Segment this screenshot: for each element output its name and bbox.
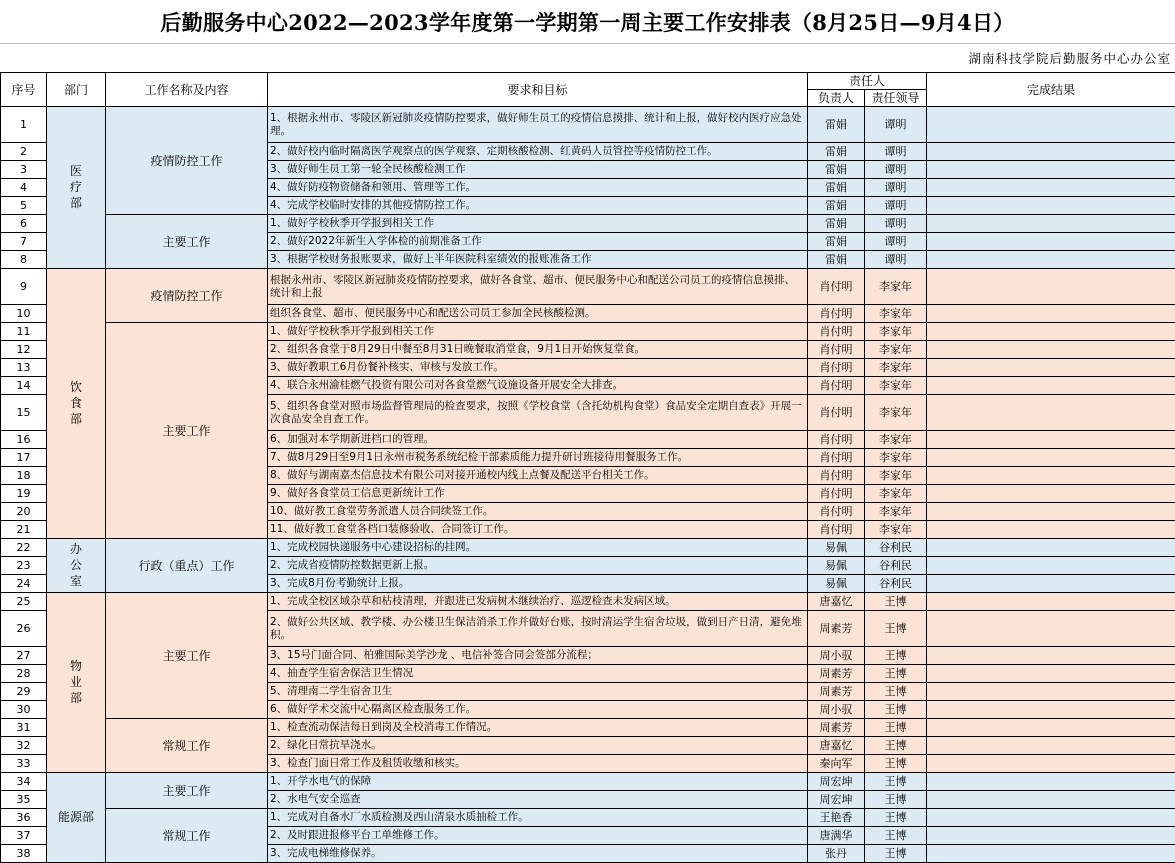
table-body: [1, 107, 1175, 863]
result-cell: [927, 755, 1175, 773]
person-in-charge-cell: 肖付明: [808, 521, 865, 539]
leader-cell: 谭明: [865, 233, 927, 251]
person-in-charge-cell: 周小驭: [808, 701, 865, 719]
row-number: 36: [1, 809, 47, 827]
requirement-cell: 1、检查流动保洁每日到岗及全校消毒工作情况。: [268, 719, 808, 737]
person-in-charge-cell: 周素芳: [808, 683, 865, 701]
result-cell: [927, 593, 1175, 611]
department-name: 饮食部: [69, 379, 83, 427]
table-row: [1, 593, 1175, 611]
person-in-charge-cell: 易佩: [808, 557, 865, 575]
task-name-cell: 主要工作: [106, 215, 268, 269]
person-in-charge-cell: 雷娟: [808, 233, 865, 251]
department-cell: [47, 773, 106, 863]
leader-cell: 王博: [865, 791, 927, 809]
leader-cell: 王博: [865, 845, 927, 863]
leader-cell: 王博: [865, 809, 927, 827]
person-in-charge-cell: 肖付明: [808, 395, 865, 431]
row-number: 21: [1, 521, 47, 539]
header-result: 完成结果: [927, 73, 1175, 107]
person-in-charge-cell: 雷娟: [808, 197, 865, 215]
result-cell: [927, 377, 1175, 395]
leader-cell: 王博: [865, 701, 927, 719]
person-in-charge-cell: 周宏坤: [808, 791, 865, 809]
row-number: 11: [1, 323, 47, 341]
result-cell: [927, 719, 1175, 737]
schedule-table: [0, 72, 1175, 863]
row-number: 16: [1, 431, 47, 449]
department-name: 物业部: [69, 658, 83, 706]
row-number: 33: [1, 755, 47, 773]
leader-cell: 王博: [865, 683, 927, 701]
table-row: [1, 719, 1175, 737]
leader-cell: 王博: [865, 719, 927, 737]
row-number: 9: [1, 269, 47, 305]
result-cell: [927, 161, 1175, 179]
row-number: 26: [1, 611, 47, 647]
department-cell: [47, 269, 106, 539]
person-in-charge-cell: 唐嘉忆: [808, 737, 865, 755]
department-cell: [47, 107, 106, 269]
result-cell: [927, 737, 1175, 755]
requirement-cell: 6、做好学术交流中心隔离区检查服务工作。: [268, 701, 808, 719]
header-no: 序号: [1, 73, 47, 107]
leader-cell: 李家年: [865, 503, 927, 521]
row-number: 38: [1, 845, 47, 863]
person-in-charge-cell: 王艳香: [808, 809, 865, 827]
person-in-charge-cell: 雷娟: [808, 107, 865, 143]
header-task: 工作名称及内容: [106, 73, 268, 107]
requirement-cell: 3、15号门面合同、柏雅国际美学沙龙 、电信补签合同会签部分流程；: [268, 647, 808, 665]
department-name: 办公室: [69, 541, 83, 589]
leader-cell: 李家年: [865, 467, 927, 485]
person-in-charge-cell: 易佩: [808, 575, 865, 593]
person-in-charge-cell: 周小驭: [808, 647, 865, 665]
table-row: [1, 539, 1175, 557]
row-number: 32: [1, 737, 47, 755]
row-number: 28: [1, 665, 47, 683]
person-in-charge-cell: 肖付明: [808, 323, 865, 341]
result-cell: [927, 179, 1175, 197]
requirement-cell: 组织各食堂、超市、便民服务中心和配送公司员工参加全民核酸检测。: [268, 305, 808, 323]
person-in-charge-cell: 肖付明: [808, 431, 865, 449]
row-number: 19: [1, 485, 47, 503]
result-cell: [927, 701, 1175, 719]
row-number: 5: [1, 197, 47, 215]
result-cell: [927, 107, 1175, 143]
requirement-cell: 4、做好防疫物资储备和领用、管理等工作。: [268, 179, 808, 197]
result-cell: [927, 323, 1175, 341]
requirement-cell: 6、加强对本学期新进档口的管理。: [268, 431, 808, 449]
requirement-cell: 2、做好校内临时隔离医学观察点的医学观察、定期核酸检测、红黄码人员管控等疫情防控工作。: [268, 143, 808, 161]
header-requirement: 要求和目标: [268, 73, 808, 107]
person-in-charge-cell: 周素芳: [808, 611, 865, 647]
person-in-charge-cell: 雷娟: [808, 179, 865, 197]
result-cell: [927, 773, 1175, 791]
requirement-cell: 3、完成8月份考勤统计上报。: [268, 575, 808, 593]
result-cell: [927, 683, 1175, 701]
result-cell: [927, 467, 1175, 485]
requirement-cell: 11、做好教工食堂各档口装修验收、合同签订工作。: [268, 521, 808, 539]
result-cell: [927, 647, 1175, 665]
result-cell: [927, 539, 1175, 557]
requirement-cell: 1、根据永州市、零陵区新冠肺炎疫情防控要求，做好师生员工的疫情信息摸排、统计和上报，做好校内医疗应急处理。: [268, 107, 808, 143]
result-cell: [927, 251, 1175, 269]
sheet-title: 后勤服务中心2022—2023学年度第一学期第一周主要工作安排表（8月25日—9月4日）: [0, 0, 1175, 44]
result-cell: [927, 143, 1175, 161]
result-cell: [927, 215, 1175, 233]
row-number: 31: [1, 719, 47, 737]
table-row: [1, 215, 1175, 233]
person-in-charge-cell: 肖付明: [808, 449, 865, 467]
table-row: [1, 107, 1175, 143]
requirement-cell: 4、抽查学生宿舍保洁卫生情况: [268, 665, 808, 683]
person-in-charge-cell: 唐嘉忆: [808, 593, 865, 611]
requirement-cell: 3、做好师生员工第一轮全民核酸检测工作: [268, 161, 808, 179]
task-name-cell: 行政（重点）工作: [106, 539, 268, 593]
requirement-cell: 2、组织各食堂于8月29日中餐至8月31日晚餐取消堂食，9月1日开始恢复堂食。: [268, 341, 808, 359]
requirement-cell: 3、检查门面日常工作及租赁收缴和核实。: [268, 755, 808, 773]
requirement-cell: 5、组织各食堂对照市场监督管理局的检查要求，按照《学校食堂（含托幼机构食堂）食品安全定期自查表》开展一次食品安全自查工作。: [268, 395, 808, 431]
result-cell: [927, 233, 1175, 251]
requirement-cell: 2、完成省疫情防控数据更新上报。: [268, 557, 808, 575]
task-name-cell: 疫情防控工作: [106, 107, 268, 215]
header-dept: 部门: [47, 73, 106, 107]
leader-cell: 李家年: [865, 359, 927, 377]
leader-cell: 谷利民: [865, 557, 927, 575]
leader-cell: 李家年: [865, 269, 927, 305]
department-name: 能源部: [58, 809, 94, 825]
header-person: 负责人: [808, 90, 865, 107]
requirement-cell: 3、根据学校财务报账要求，做好上半年医院科室绩效的报账准备工作: [268, 251, 808, 269]
task-name-cell: 主要工作: [106, 593, 268, 719]
requirement-cell: 4、联合永州渝桂燃气投资有限公司对各食堂燃气设施设备开展安全大排查。: [268, 377, 808, 395]
requirement-cell: 2、做好公共区域、教学楼、办公楼卫生保洁消杀工作并做好台账，按时清运学生宿舍垃圾，做到日产日清，避免堆积。: [268, 611, 808, 647]
result-cell: [927, 809, 1175, 827]
leader-cell: 李家年: [865, 323, 927, 341]
sheet-subtitle: 湖南科技学院后勤服务中心办公室: [0, 44, 1171, 72]
requirement-cell: 5、清理南二学生宿舍卫生: [268, 683, 808, 701]
result-cell: [927, 269, 1175, 305]
requirement-cell: 10、做好教工食堂劳务派遣人员合同续签工作。: [268, 503, 808, 521]
result-cell: [927, 665, 1175, 683]
requirement-cell: 1、做好学校秋季开学报到相关工作: [268, 215, 808, 233]
result-cell: [927, 485, 1175, 503]
leader-cell: 王博: [865, 665, 927, 683]
person-in-charge-cell: 雷娟: [808, 215, 865, 233]
row-number: 27: [1, 647, 47, 665]
result-cell: [927, 521, 1175, 539]
result-cell: [927, 791, 1175, 809]
result-cell: [927, 341, 1175, 359]
task-name-cell: 疫情防控工作: [106, 269, 268, 323]
leader-cell: 谷利民: [865, 575, 927, 593]
row-number: 17: [1, 449, 47, 467]
row-number: 3: [1, 161, 47, 179]
requirement-cell: 1、完成全校区域杂草和枯枝清理，并跟进已发病树木继续治疗、巡逻检查未发病区域。: [268, 593, 808, 611]
row-number: 37: [1, 827, 47, 845]
requirement-cell: 1、完成对自备水厂水质检测及西山清泉水质抽检工作。: [268, 809, 808, 827]
department-cell: [47, 593, 106, 773]
row-number: 1: [1, 107, 47, 143]
leader-cell: 谭明: [865, 197, 927, 215]
requirement-cell: 7、做8月29日至9月1日永州市税务系统纪检干部素质能力提升研讨班接待用餐服务工作。: [268, 449, 808, 467]
row-number: 6: [1, 215, 47, 233]
table-row: [1, 269, 1175, 305]
row-number: 14: [1, 377, 47, 395]
person-in-charge-cell: 雷娟: [808, 251, 865, 269]
leader-cell: 李家年: [865, 431, 927, 449]
person-in-charge-cell: 肖付明: [808, 467, 865, 485]
leader-cell: 李家年: [865, 395, 927, 431]
requirement-cell: 9、做好各食堂员工信息更新统计工作: [268, 485, 808, 503]
row-number: 15: [1, 395, 47, 431]
leader-cell: 李家年: [865, 305, 927, 323]
result-cell: [927, 449, 1175, 467]
leader-cell: 谭明: [865, 179, 927, 197]
requirement-cell: 8、做好与湖南嘉杰信息技术有限公司对接开通校内线上点餐及配送平台相关工作。: [268, 467, 808, 485]
result-cell: [927, 557, 1175, 575]
row-number: 22: [1, 539, 47, 557]
row-number: 24: [1, 575, 47, 593]
requirement-cell: 2、绿化日常抗旱浇水。: [268, 737, 808, 755]
person-in-charge-cell: 周宏坤: [808, 773, 865, 791]
row-number: 34: [1, 773, 47, 791]
leader-cell: 王博: [865, 593, 927, 611]
header-responsible: 责任人: [808, 73, 927, 90]
person-in-charge-cell: 肖付明: [808, 503, 865, 521]
leader-cell: 李家年: [865, 485, 927, 503]
row-number: 20: [1, 503, 47, 521]
person-in-charge-cell: 肖付明: [808, 485, 865, 503]
requirement-cell: 2、做好2022年新生入学体检的前期准备工作: [268, 233, 808, 251]
result-cell: [927, 575, 1175, 593]
requirement-cell: 4、完成学校临时安排的其他疫情防控工作。: [268, 197, 808, 215]
leader-cell: 谭明: [865, 161, 927, 179]
row-number: 10: [1, 305, 47, 323]
leader-cell: 王博: [865, 647, 927, 665]
leader-cell: 李家年: [865, 377, 927, 395]
person-in-charge-cell: 张丹: [808, 845, 865, 863]
result-cell: [927, 395, 1175, 431]
person-in-charge-cell: 雷娟: [808, 143, 865, 161]
table-row: [1, 773, 1175, 791]
leader-cell: 王博: [865, 773, 927, 791]
row-number: 35: [1, 791, 47, 809]
task-name-cell: 常规工作: [106, 719, 268, 773]
row-number: 25: [1, 593, 47, 611]
row-number: 23: [1, 557, 47, 575]
row-number: 7: [1, 233, 47, 251]
row-number: 13: [1, 359, 47, 377]
person-in-charge-cell: 肖付明: [808, 269, 865, 305]
requirement-cell: 1、做好学校秋季开学报到相关工作: [268, 323, 808, 341]
person-in-charge-cell: 雷娟: [808, 161, 865, 179]
requirement-cell: 3、做好教职工6月份餐补核实、审核与发放工作。: [268, 359, 808, 377]
row-number: 30: [1, 701, 47, 719]
person-in-charge-cell: 秦向军: [808, 755, 865, 773]
person-in-charge-cell: 肖付明: [808, 359, 865, 377]
leader-cell: 李家年: [865, 521, 927, 539]
leader-cell: 王博: [865, 827, 927, 845]
result-cell: [927, 305, 1175, 323]
result-cell: [927, 611, 1175, 647]
leader-cell: 王博: [865, 611, 927, 647]
person-in-charge-cell: 唐满华: [808, 827, 865, 845]
person-in-charge-cell: 周素芳: [808, 665, 865, 683]
requirement-cell: 2、及时跟进报修平台工单维修工作。: [268, 827, 808, 845]
leader-cell: 谭明: [865, 215, 927, 233]
task-name-cell: 主要工作: [106, 323, 268, 539]
leader-cell: 李家年: [865, 449, 927, 467]
result-cell: [927, 503, 1175, 521]
header-leader: 责任领导: [865, 90, 927, 107]
row-number: 8: [1, 251, 47, 269]
task-name-cell: 常规工作: [106, 809, 268, 863]
leader-cell: 谭明: [865, 251, 927, 269]
leader-cell: 王博: [865, 755, 927, 773]
requirement-cell: 1、开学水电气的保障: [268, 773, 808, 791]
leader-cell: 谭明: [865, 107, 927, 143]
result-cell: [927, 845, 1175, 863]
person-in-charge-cell: 肖付明: [808, 305, 865, 323]
row-number: 4: [1, 179, 47, 197]
department-name: 医疗部: [69, 163, 83, 211]
row-number: 29: [1, 683, 47, 701]
row-number: 2: [1, 143, 47, 161]
person-in-charge-cell: 肖付明: [808, 341, 865, 359]
task-name-cell: 主要工作: [106, 773, 268, 809]
requirement-cell: 1、完成校园快递服务中心建设招标的挂网。: [268, 539, 808, 557]
leader-cell: 谭明: [865, 143, 927, 161]
result-cell: [927, 359, 1175, 377]
table-row: [1, 323, 1175, 341]
leader-cell: 谷利民: [865, 539, 927, 557]
requirement-cell: 根据永州市、零陵区新冠肺炎疫情防控要求，做好各食堂、超市、便民服务中心和配送公司员工的疫情信息摸排、统计和上报: [268, 269, 808, 305]
result-cell: [927, 431, 1175, 449]
result-cell: [927, 197, 1175, 215]
department-cell: [47, 539, 106, 593]
row-number: 18: [1, 467, 47, 485]
row-number: 12: [1, 341, 47, 359]
person-in-charge-cell: 肖付明: [808, 377, 865, 395]
table-row: [1, 809, 1175, 827]
requirement-cell: 2、水电气安全巡查: [268, 791, 808, 809]
person-in-charge-cell: 周素芳: [808, 719, 865, 737]
leader-cell: 李家年: [865, 341, 927, 359]
person-in-charge-cell: 易佩: [808, 539, 865, 557]
requirement-cell: 3、完成电梯维修保养。: [268, 845, 808, 863]
leader-cell: 王博: [865, 737, 927, 755]
